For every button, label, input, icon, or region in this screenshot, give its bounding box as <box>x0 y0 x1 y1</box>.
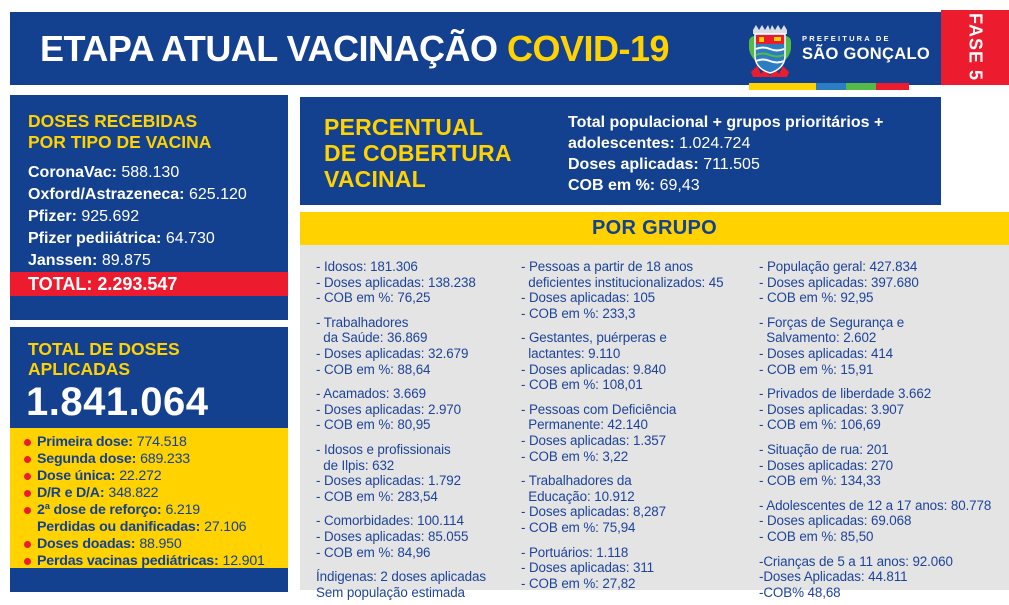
group-line: - Pessoas com Deficiência <box>521 401 677 417</box>
group-line: Educação: 10.912 <box>521 488 635 504</box>
vaccine-label: CoronaVac: <box>28 164 117 181</box>
group-situacao-rua <box>759 442 1009 489</box>
group-indigenas <box>316 569 521 600</box>
group-deficiencia-permanente <box>521 402 759 464</box>
vaccine-row-oxford <box>28 184 288 206</box>
group-line: - Situação de rua: 201 <box>759 441 889 457</box>
applied-value: 88.950 <box>139 536 182 552</box>
strip-green-segment <box>846 83 876 90</box>
group-line: - COB em %: 92,95 <box>759 290 874 306</box>
strip-yellow-segment <box>749 83 816 90</box>
red-bullet-icon <box>24 541 31 548</box>
group-line: - Doses aplicadas: 414 <box>759 345 894 361</box>
group-line: Salvamento: 2.602 <box>759 330 877 346</box>
total-aplicadas-number: 1.841.064 <box>26 380 209 424</box>
group-line: - Doses aplicadas: 138.238 <box>316 274 476 290</box>
applied-value: 689.233 <box>140 451 190 467</box>
group-trabalhadores-educacao <box>521 473 759 535</box>
group-privados-liberdade <box>759 386 1009 433</box>
applied-row-dose-reforco <box>24 502 280 519</box>
vaccine-label: Pfizer pediiátrica: <box>28 230 162 247</box>
group-line: - Doses aplicadas: 270 <box>759 457 894 473</box>
group-line: - Pessoas a partir de 18 anos <box>521 259 694 274</box>
vaccine-row-coronavac <box>28 162 288 184</box>
group-line: - Idosos: 181.306 <box>316 259 418 274</box>
group-line: - Doses aplicadas: 2.970 <box>316 401 461 417</box>
por-grupo-panel <box>300 245 1009 600</box>
red-bullet-icon <box>24 507 31 514</box>
group-line: - Doses aplicadas: 9.840 <box>521 361 666 377</box>
por-grupo-header <box>300 212 1009 245</box>
applied-row-primeira-dose <box>24 434 280 451</box>
por-grupo-title: POR GRUPO <box>592 217 717 239</box>
applied-label: Perdas vacinas pediátricas: <box>37 553 219 569</box>
group-line: - COB em %: 27,82 <box>521 575 636 591</box>
stat-value: 1.024.724 <box>679 135 751 152</box>
group-line: -Crianças de 5 a 11 anos: 92.060 <box>759 553 953 569</box>
stat-label: Total populacional + grupos prioritários + adolescentes: <box>568 114 884 152</box>
vaccine-label: Pfizer: <box>28 208 77 225</box>
por-grupo-column-1 <box>316 259 521 600</box>
cobertura-box <box>300 97 941 205</box>
group-line: - Gestantes, puérperas e <box>521 330 667 346</box>
group-idosos-ilpis <box>316 442 521 504</box>
cobertura-title-line3: VACINAL <box>324 166 426 192</box>
cobertura-title-line2: DE COBERTURA <box>324 140 512 166</box>
cobertura-stats <box>568 112 930 196</box>
group-criancas <box>759 554 1009 601</box>
group-line: Permanente: 42.140 <box>521 417 648 433</box>
total-aplicadas-title-line2: APLICADAS <box>28 358 131 379</box>
group-line: - Forças de Segurança e <box>759 314 905 330</box>
applied-value: 12.901 <box>222 553 265 569</box>
red-bullet-icon <box>24 558 31 565</box>
total-received-bar <box>10 272 288 296</box>
group-line: -COB% 48,68 <box>759 584 841 600</box>
applied-label: Perdidas ou danificadas: <box>37 519 201 535</box>
applied-value: 348.822 <box>108 485 159 501</box>
red-bullet-icon <box>24 490 31 497</box>
group-line: - População geral: 427.834 <box>759 259 918 274</box>
group-line: - Portuários: 1.118 <box>521 544 629 560</box>
stat-label: COB em %: <box>568 177 656 194</box>
group-line: - COB em %: 108,01 <box>521 377 643 393</box>
stat-doses-aplicadas <box>568 154 930 175</box>
group-line: - COB em %: 134,33 <box>759 473 881 489</box>
applied-value: 22.272 <box>119 468 162 484</box>
stat-value: 711.505 <box>703 156 760 173</box>
doses-recebidas-title <box>10 95 288 153</box>
vaccine-type-list <box>10 153 288 272</box>
stat-total-populacional <box>568 112 930 154</box>
por-grupo-column-2 <box>521 259 759 590</box>
group-line: - Doses aplicadas: 311 <box>521 560 655 576</box>
red-bullet-icon <box>24 473 31 480</box>
group-adolescentes <box>759 498 1009 545</box>
group-line: - Privados de liberdade 3.662 <box>759 386 932 402</box>
cobertura-title <box>324 114 512 192</box>
vaccine-row-janssen <box>28 250 288 272</box>
strip-blue-segment <box>816 83 846 90</box>
doses-recebidas-box <box>10 95 288 320</box>
group-line: - COB em %: 84,96 <box>316 544 431 560</box>
stat-cob-percent <box>568 175 930 196</box>
total-aplicadas-title <box>10 327 288 379</box>
applied-row-doses-doadas <box>24 536 280 553</box>
vaccine-row-pfizer <box>28 206 288 228</box>
total-aplicadas-box <box>10 327 288 592</box>
group-comorbidades <box>316 513 521 560</box>
applied-row-perdidas <box>24 519 280 536</box>
applied-value: 6.219 <box>165 502 200 518</box>
vaccine-row-pfizer-pediatrica <box>28 228 288 250</box>
applied-label: Dose única: <box>37 468 116 484</box>
group-line: - Adolescentes de 12 a 17 anos: 80.778 <box>759 497 992 513</box>
group-acamados <box>316 386 521 433</box>
applied-row-perdas-pediatricas <box>24 553 280 570</box>
applied-label: D/R e D/A: <box>37 485 105 501</box>
vaccine-value: 925.692 <box>81 208 140 225</box>
group-line: - Doses aplicadas: 1.792 <box>316 473 461 489</box>
logo-color-strip <box>749 83 909 90</box>
logo-text <box>802 20 930 84</box>
applied-value: 774.518 <box>136 434 187 450</box>
group-line: Sem população estimada <box>316 584 465 600</box>
group-line: - COB em %: 3,22 <box>521 448 629 464</box>
vaccine-label: Oxford/Astrazeneca: <box>28 186 185 203</box>
group-line: - Doses aplicadas: 1.357 <box>521 432 666 448</box>
group-line: - COB em %: 75,94 <box>521 519 636 535</box>
group-line: - Trabalhadores da <box>521 473 632 489</box>
group-forcas-seguranca <box>759 315 1009 377</box>
red-bullet-icon <box>24 456 31 463</box>
group-line: de Ilpis: 632 <box>316 457 395 473</box>
applied-value: 27.106 <box>204 519 247 535</box>
group-populacao-geral <box>759 259 1009 306</box>
phase-tab-label: FASE 5 <box>965 13 986 82</box>
group-line: - COB em %: 15,91 <box>759 361 874 377</box>
page-title-main: ETAPA ATUAL VACINAÇÃO <box>40 27 498 69</box>
group-line: - Comorbidades: 100.114 <box>316 513 464 529</box>
group-line: - Idosos e profissionais <box>316 441 451 457</box>
group-line: - Acamados: 3.669 <box>316 386 426 402</box>
group-line: - COB em %: 80,95 <box>316 417 431 433</box>
total-received-value: 2.293.547 <box>97 274 178 294</box>
applied-row-dose-unica <box>24 468 280 485</box>
applied-row-dr-da <box>24 485 280 502</box>
page-title-accent: COVID-19 <box>507 27 670 69</box>
group-line: da Saúde: 36.869 <box>316 330 428 346</box>
applied-doses-list <box>10 428 288 568</box>
phase-tab <box>941 10 1009 85</box>
vaccine-value: 588.130 <box>121 164 180 181</box>
group-trabalhadores-saude <box>316 315 521 377</box>
group-portuarios <box>521 545 759 592</box>
red-bullet-icon <box>24 439 31 446</box>
group-line: - Doses aplicadas: 8,287 <box>521 504 666 520</box>
vaccine-value: 64.730 <box>165 230 215 247</box>
group-line: - COB em %: 88,64 <box>316 361 431 377</box>
group-line: - Doses aplicadas: 32.679 <box>316 345 469 361</box>
group-line: - Doses aplicadas: 85.055 <box>316 528 469 544</box>
group-line: - COB em %: 283,54 <box>316 488 438 504</box>
applied-row-segunda-dose <box>24 451 280 468</box>
group-line: - Doses aplicadas: 69.068 <box>759 513 912 529</box>
doses-recebidas-title-line2: POR TIPO DE VACINA <box>28 132 212 152</box>
group-line: - COB em %: 85,50 <box>759 528 874 544</box>
page-title <box>40 28 669 70</box>
group-line: - COB em %: 106,69 <box>759 417 881 433</box>
group-line: - COB em %: 76,25 <box>316 290 431 306</box>
applied-label: 2ª dose de reforço: <box>37 502 162 518</box>
city-logo <box>747 20 930 84</box>
group-line: Índigenas: 2 doses aplicadas <box>316 569 486 585</box>
logo-city-name: SÃO GONÇALO <box>802 45 930 63</box>
group-line: - Doses aplicadas: 3.907 <box>759 401 904 417</box>
logo-prefeitura-label: PREFEITURA DE <box>802 34 891 43</box>
applied-label: Primeira dose: <box>37 434 133 450</box>
group-line: - Doses aplicadas: 397.680 <box>759 274 919 290</box>
applied-label: Doses doadas: <box>37 536 136 552</box>
group-gestantes-puerperas <box>521 330 759 392</box>
stat-label: Doses aplicadas: <box>568 156 699 173</box>
group-line: deficientes institucionalizados: 45 <box>521 274 724 290</box>
group-deficientes-institucionalizados <box>521 259 759 321</box>
group-line: - Doses aplicadas: 105 <box>521 290 656 306</box>
applied-label: Segunda dose: <box>37 451 137 467</box>
group-line: - Trabalhadores <box>316 314 409 330</box>
city-crest-icon <box>747 22 793 78</box>
group-idosos <box>316 259 521 306</box>
cobertura-title-line1: PERCENTUAL <box>324 114 484 140</box>
stat-value: 69,43 <box>659 177 700 194</box>
vaccine-value: 625.120 <box>188 186 247 203</box>
header-bar <box>10 12 941 85</box>
doses-recebidas-title-line1: DOSES RECEBIDAS <box>28 111 198 131</box>
group-line: - COB em %: 233,3 <box>521 305 636 321</box>
strip-red-segment <box>876 83 909 90</box>
group-line: lactantes: 9.110 <box>521 345 621 361</box>
por-grupo-column-3 <box>759 259 1009 600</box>
group-line: -Doses Aplicadas: 44.811 <box>759 569 908 585</box>
total-received-label: TOTAL: <box>28 274 93 294</box>
total-aplicadas-title-line1: TOTAL DE DOSES <box>28 339 180 359</box>
vaccine-value: 89.875 <box>101 252 151 269</box>
vaccine-label: Janssen: <box>28 252 98 269</box>
